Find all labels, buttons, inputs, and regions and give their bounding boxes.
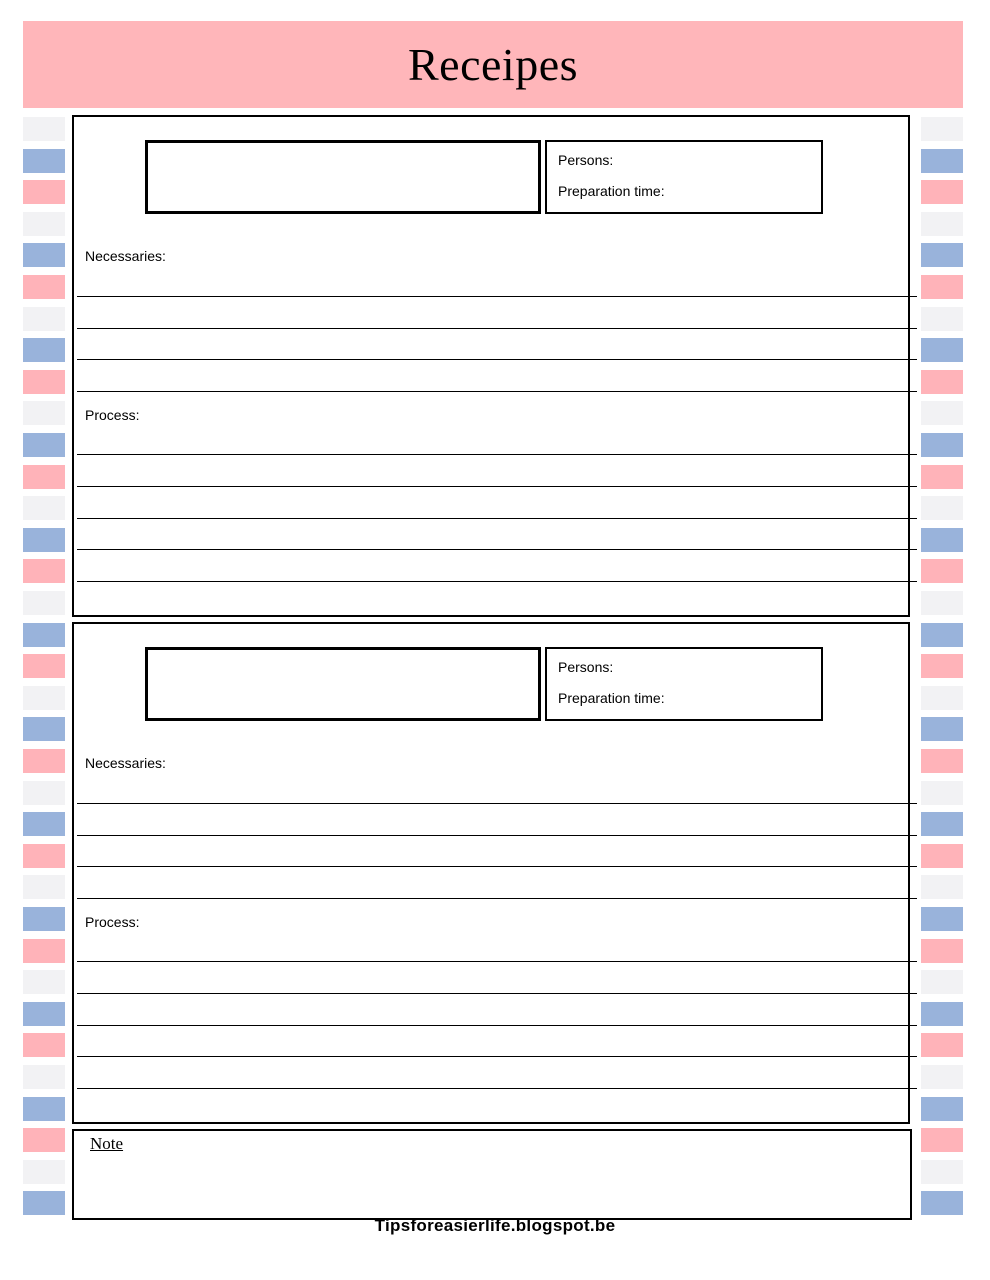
preparation-time-label: Preparation time: bbox=[558, 690, 665, 706]
stripe-right bbox=[921, 1191, 963, 1215]
stripe-left bbox=[23, 812, 65, 836]
stripe-right bbox=[921, 1097, 963, 1121]
stripe-right bbox=[921, 591, 963, 615]
stripe-right bbox=[921, 844, 963, 868]
stripe-left bbox=[23, 559, 65, 583]
writing-line bbox=[77, 359, 917, 360]
stripe-right bbox=[921, 370, 963, 394]
stripe-right bbox=[921, 243, 963, 267]
persons-label: Persons: bbox=[558, 659, 614, 675]
stripe-left bbox=[23, 180, 65, 204]
writing-line bbox=[77, 518, 917, 519]
note-label: Note bbox=[90, 1134, 124, 1153]
recipe-meta-box bbox=[545, 647, 823, 721]
stripe-right bbox=[921, 749, 963, 773]
stripe-left bbox=[23, 970, 65, 994]
stripe-left bbox=[23, 1033, 65, 1057]
stripe-left bbox=[23, 496, 65, 520]
stripe-left bbox=[23, 243, 65, 267]
stripe-right bbox=[921, 401, 963, 425]
stripe-left bbox=[23, 528, 65, 552]
writing-line bbox=[77, 835, 917, 836]
stripe-right bbox=[921, 970, 963, 994]
preparation-time-label: Preparation time: bbox=[558, 183, 665, 199]
stripe-left bbox=[23, 717, 65, 741]
stripe-left bbox=[23, 370, 65, 394]
stripe-left bbox=[23, 654, 65, 678]
writing-line bbox=[77, 898, 917, 899]
page-title: Receipes bbox=[407, 39, 579, 90]
writing-line bbox=[77, 391, 917, 392]
stripe-left bbox=[23, 1191, 65, 1215]
stripe-right bbox=[921, 654, 963, 678]
stripe-right bbox=[921, 781, 963, 805]
writing-line bbox=[77, 1088, 917, 1089]
stripe-left bbox=[23, 939, 65, 963]
stripe-right bbox=[921, 623, 963, 647]
stripe-left bbox=[23, 844, 65, 868]
stripe-left bbox=[23, 875, 65, 899]
stripe-left bbox=[23, 465, 65, 489]
stripe-left bbox=[23, 1160, 65, 1184]
stripe-right bbox=[921, 907, 963, 931]
recipe-title-field[interactable] bbox=[145, 647, 541, 721]
stripe-right bbox=[921, 1160, 963, 1184]
writing-line bbox=[77, 993, 917, 994]
stripe-left bbox=[23, 1065, 65, 1089]
page-header bbox=[23, 21, 963, 108]
stripe-right bbox=[921, 465, 963, 489]
stripe-right bbox=[921, 275, 963, 299]
stripe-right bbox=[921, 812, 963, 836]
stripe-right bbox=[921, 1002, 963, 1026]
stripe-right bbox=[921, 717, 963, 741]
stripe-right bbox=[921, 180, 963, 204]
writing-line bbox=[77, 1025, 917, 1026]
stripe-left bbox=[23, 149, 65, 173]
stripe-left bbox=[23, 1097, 65, 1121]
stripe-right bbox=[921, 875, 963, 899]
stripe-right bbox=[921, 496, 963, 520]
stripe-left bbox=[23, 433, 65, 457]
persons-label: Persons: bbox=[558, 152, 614, 168]
stripe-right bbox=[921, 1128, 963, 1152]
stripe-left bbox=[23, 1128, 65, 1152]
stripe-left bbox=[23, 686, 65, 710]
stripe-left bbox=[23, 275, 65, 299]
stripe-left bbox=[23, 338, 65, 362]
process-label: Process: bbox=[85, 407, 140, 423]
stripe-left bbox=[23, 623, 65, 647]
recipe-title-field[interactable] bbox=[145, 140, 541, 214]
stripe-right bbox=[921, 212, 963, 236]
stripe-right bbox=[921, 307, 963, 331]
stripe-left bbox=[23, 401, 65, 425]
writing-line bbox=[77, 549, 917, 550]
recipe-meta-box bbox=[545, 140, 823, 214]
writing-line bbox=[77, 1056, 917, 1057]
writing-line bbox=[77, 454, 917, 455]
stripe-left bbox=[23, 749, 65, 773]
stripe-right bbox=[921, 433, 963, 457]
stripe-left bbox=[23, 117, 65, 141]
stripe-right bbox=[921, 528, 963, 552]
stripe-right bbox=[921, 939, 963, 963]
stripe-left bbox=[23, 212, 65, 236]
stripe-left bbox=[23, 781, 65, 805]
stripe-right bbox=[921, 559, 963, 583]
writing-line bbox=[77, 486, 917, 487]
stripe-right bbox=[921, 1033, 963, 1057]
recipe-card-2 bbox=[72, 622, 910, 1124]
writing-line bbox=[77, 961, 917, 962]
writing-line bbox=[77, 866, 917, 867]
recipe-card-1 bbox=[72, 115, 910, 617]
writing-line bbox=[77, 803, 917, 804]
footer-url: Tipsforeasierlife.blogspot.be bbox=[374, 1216, 616, 1235]
stripe-right bbox=[921, 1065, 963, 1089]
writing-line bbox=[77, 328, 917, 329]
stripe-right bbox=[921, 117, 963, 141]
stripe-right bbox=[921, 338, 963, 362]
necessaries-label: Necessaries: bbox=[85, 248, 166, 264]
necessaries-label: Necessaries: bbox=[85, 755, 166, 771]
stripe-left bbox=[23, 591, 65, 615]
process-label: Process: bbox=[85, 914, 140, 930]
stripe-right bbox=[921, 149, 963, 173]
note-box[interactable] bbox=[72, 1129, 912, 1220]
stripe-left bbox=[23, 307, 65, 331]
writing-line bbox=[77, 296, 917, 297]
stripe-left bbox=[23, 907, 65, 931]
stripe-right bbox=[921, 686, 963, 710]
writing-line bbox=[77, 581, 917, 582]
stripe-left bbox=[23, 1002, 65, 1026]
